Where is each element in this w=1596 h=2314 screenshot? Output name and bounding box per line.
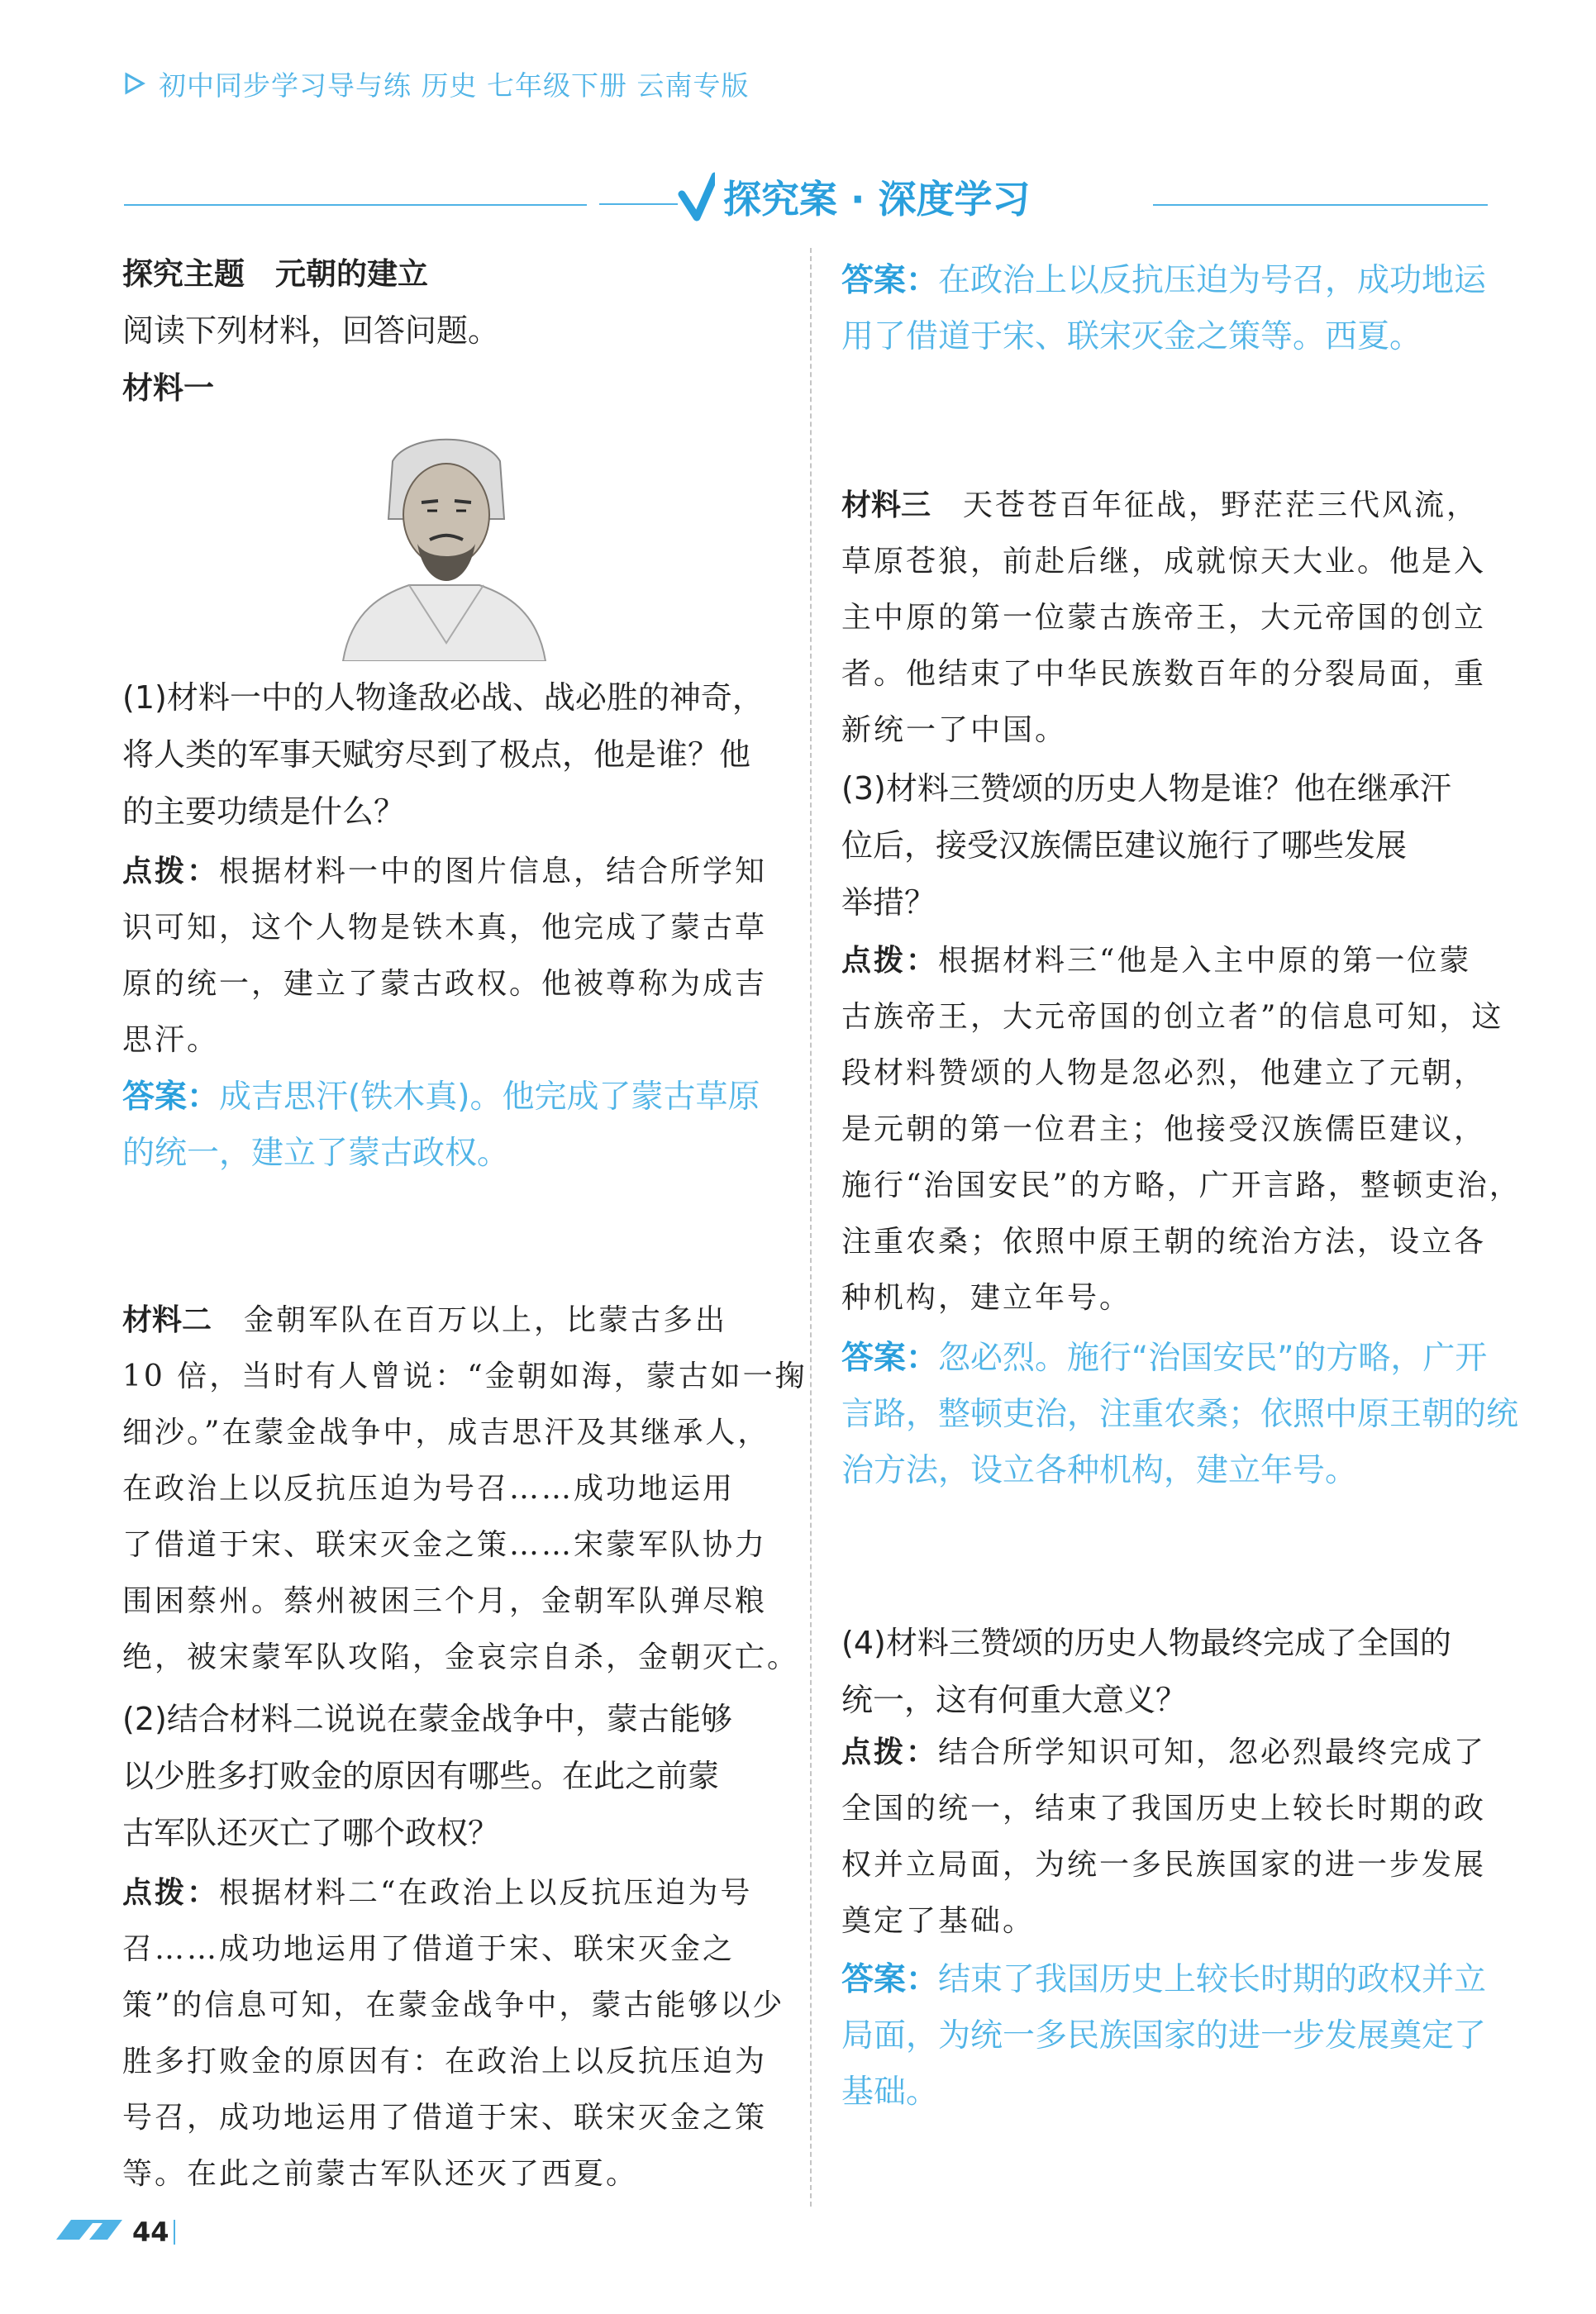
material-line: 金朝军队在百万以上，比蒙古多出 <box>212 1303 728 1337</box>
tip-line: 注重农桑；依照中原王朝的统治方法，设立各 <box>841 1225 1487 1259</box>
tip-label: 点拨： <box>841 943 939 978</box>
material1-label: 材料一 <box>122 370 214 406</box>
answer-1 <box>122 1069 760 1182</box>
tip-line: 号召，成功地运用了借道于宋、联宋灭金之策 <box>122 2101 768 2135</box>
topic-heading: 探究主题 元朝的建立 <box>122 256 428 292</box>
column-divider <box>810 248 812 2207</box>
tip-line: 识可知，这个人物是铁木真，他完成了蒙古草 <box>122 911 768 945</box>
tip-line: 胜多打败金的原因有：在政治上以反抗压迫为 <box>122 2045 768 2078</box>
question-1 <box>122 669 764 840</box>
question-line: 古军队还灭亡了哪个政权？ <box>122 1815 500 1851</box>
section-title <box>124 169 1488 227</box>
answer-label: 答案： <box>841 1340 939 1377</box>
material-line: 绝，被宋蒙军队攻陷，金哀宗自杀，金朝灭亡。 <box>122 1640 800 1674</box>
tip-label: 点拨： <box>122 854 220 888</box>
question-line: 位后，接受汉族儒臣建议施行了哪些发展 <box>841 827 1408 864</box>
material-2 <box>122 1293 808 1686</box>
question-line: (4)材料三赞颂的历史人物最终完成了全国的 <box>841 1625 1451 1661</box>
material-line: 主中原的第一位蒙古族帝王，大元帝国的创立 <box>841 601 1487 635</box>
answer-line: 在政治上以反抗压迫为号召，成功地运 <box>938 262 1487 299</box>
tip-line: 全国的统一，结束了我国历史上较长时期的政 <box>841 1792 1487 1826</box>
material-line: 在政治上以反抗压迫为号召……成功地运用 <box>122 1472 736 1506</box>
question-3 <box>841 760 1451 931</box>
title-rule-right <box>1153 204 1488 206</box>
running-header <box>124 64 749 103</box>
answer-2 <box>841 253 1486 365</box>
answer-line: 局面，为统一多民族国家的进一步发展奠定了 <box>841 2017 1487 2055</box>
tip-line: 策”的信息可知，在蒙金战争中，蒙古能够以少 <box>122 1988 785 2022</box>
question-2 <box>122 1691 732 1862</box>
material-line: 草原苍狼，前赴后继，成就惊天大业。他是入 <box>841 545 1487 578</box>
question-line: (2)结合材料二说说在蒙金战争中，蒙古能够 <box>122 1701 732 1737</box>
material-line: 10 倍，当时有人曾说：“金朝如海，蒙古如一掬 <box>122 1359 808 1393</box>
tip-line: 根据材料二“在政治上以反抗压迫为号 <box>219 1876 753 1910</box>
question-line: (1)材料一中的人物逢敌必战、战必胜的神奇， <box>122 679 764 716</box>
answer-3 <box>841 1331 1518 1499</box>
tip-line: 奠定了基础。 <box>841 1904 1036 1938</box>
answer-line: 成吉思汗(铁木真)。他完成了蒙古草原 <box>219 1078 760 1116</box>
tip-line: 古族帝王，大元帝国的创立者”的信息可知，这 <box>841 1000 1504 1034</box>
question-line: 以少胜多打败金的原因有哪些。在此之前蒙 <box>122 1758 720 1794</box>
tip-line: 根据材料三“他是入主中原的第一位蒙 <box>938 944 1472 978</box>
question-line: 举措？ <box>841 884 936 921</box>
material-3 <box>841 478 1486 759</box>
answer-line: 结束了我国历史上较长时期的政权并立 <box>938 1961 1487 1998</box>
question-4 <box>841 1615 1451 1729</box>
material3-label: 材料三 <box>841 488 931 522</box>
question-line: 的主要功绩是什么？ <box>122 793 406 830</box>
instruction-text: 阅读下列材料，回答问题。 <box>122 312 500 349</box>
tip-line: 原的统一，建立了蒙古政权。他被尊称为成吉 <box>122 967 768 1001</box>
material-line: 天苍苍百年征战，野茫茫三代风流， <box>931 488 1479 522</box>
question-line: (3)材料三赞颂的历史人物是谁？他在继承汗 <box>841 770 1451 807</box>
tip-line: 结合所学知识可知，忽必烈最终完成了 <box>938 1736 1487 1769</box>
footer-stripe-icon <box>56 2216 122 2245</box>
tip-label: 点拨： <box>122 1875 220 1910</box>
tip-line: 是元朝的第一位君主；他接受汉族儒臣建议， <box>841 1112 1487 1146</box>
answer-line: 言路，整顿吏治，注重农桑；依照中原王朝的统 <box>841 1396 1519 1433</box>
page-number: 44 <box>132 2216 169 2248</box>
page-number-separator <box>174 2220 175 2245</box>
tip-line: 召……成功地运用了借道于宋、联宋灭金之 <box>122 1932 736 1966</box>
tip-line: 权并立局面，为统一多民族国家的进一步发展 <box>841 1848 1487 1882</box>
tip-2 <box>122 1864 784 2202</box>
tip-line: 等。在此之前蒙古军队还灭了西夏。 <box>122 2157 639 2191</box>
tip-label: 点拨： <box>841 1735 939 1769</box>
tip-line: 种机构，建立年号。 <box>841 1281 1132 1315</box>
answer-label: 答案： <box>841 262 939 299</box>
question-line: 将人类的军事天赋穷尽到了极点，他是谁？他 <box>122 736 751 773</box>
tip-4 <box>841 1724 1486 1950</box>
title-rule-left <box>124 204 587 206</box>
tip-3 <box>841 932 1522 1326</box>
tip-line: 施行“治国安民”的方略，广开言路，整顿吏治， <box>841 1169 1522 1202</box>
tip-line: 段材料赞颂的人物是忽必烈，他建立了元朝， <box>841 1056 1487 1090</box>
tip-line: 思汗。 <box>122 1023 220 1057</box>
material2-label: 材料二 <box>122 1303 212 1337</box>
checkmark-icon <box>599 169 715 231</box>
section-title-text: 探究案 · 深度学习 <box>723 177 1031 221</box>
answer-line: 基础。 <box>841 2074 939 2111</box>
header-text: 初中同步学习导与练 历史 七年级下册 云南专版 <box>159 69 750 102</box>
material-line: 新统一了中国。 <box>841 713 1068 747</box>
answer-line: 用了借道于宋、联宋灭金之策等。西夏。 <box>841 318 1422 355</box>
material-line: 者。他结束了中华民族数百年的分裂局面，重 <box>841 657 1487 691</box>
material-line: 细沙。”在蒙金战争中，成吉思汗及其继承人， <box>122 1416 770 1450</box>
material-line: 围困蔡州。蔡州被困三个月，金朝军队弹尽粮 <box>122 1584 768 1618</box>
material-line: 了借道于宋、联宋灭金之策……宋蒙军队协力 <box>122 1528 768 1562</box>
question-line: 统一，这有何重大意义？ <box>841 1682 1188 1718</box>
answer-line: 忽必烈。施行“治国安民”的方略，广开 <box>938 1340 1488 1377</box>
answer-line: 的统一，建立了蒙古政权。 <box>122 1135 510 1172</box>
tip-1 <box>122 843 767 1069</box>
tip-line: 根据材料一中的图片信息，结合所学知 <box>219 855 768 888</box>
genghis-khan-portrait <box>335 428 554 661</box>
answer-label: 答案： <box>841 1961 939 1998</box>
play-triangle-icon <box>124 69 145 102</box>
answer-4 <box>841 1952 1486 2121</box>
answer-line: 治方法，设立各种机构，建立年号。 <box>841 1452 1358 1489</box>
answer-label: 答案： <box>122 1078 220 1116</box>
